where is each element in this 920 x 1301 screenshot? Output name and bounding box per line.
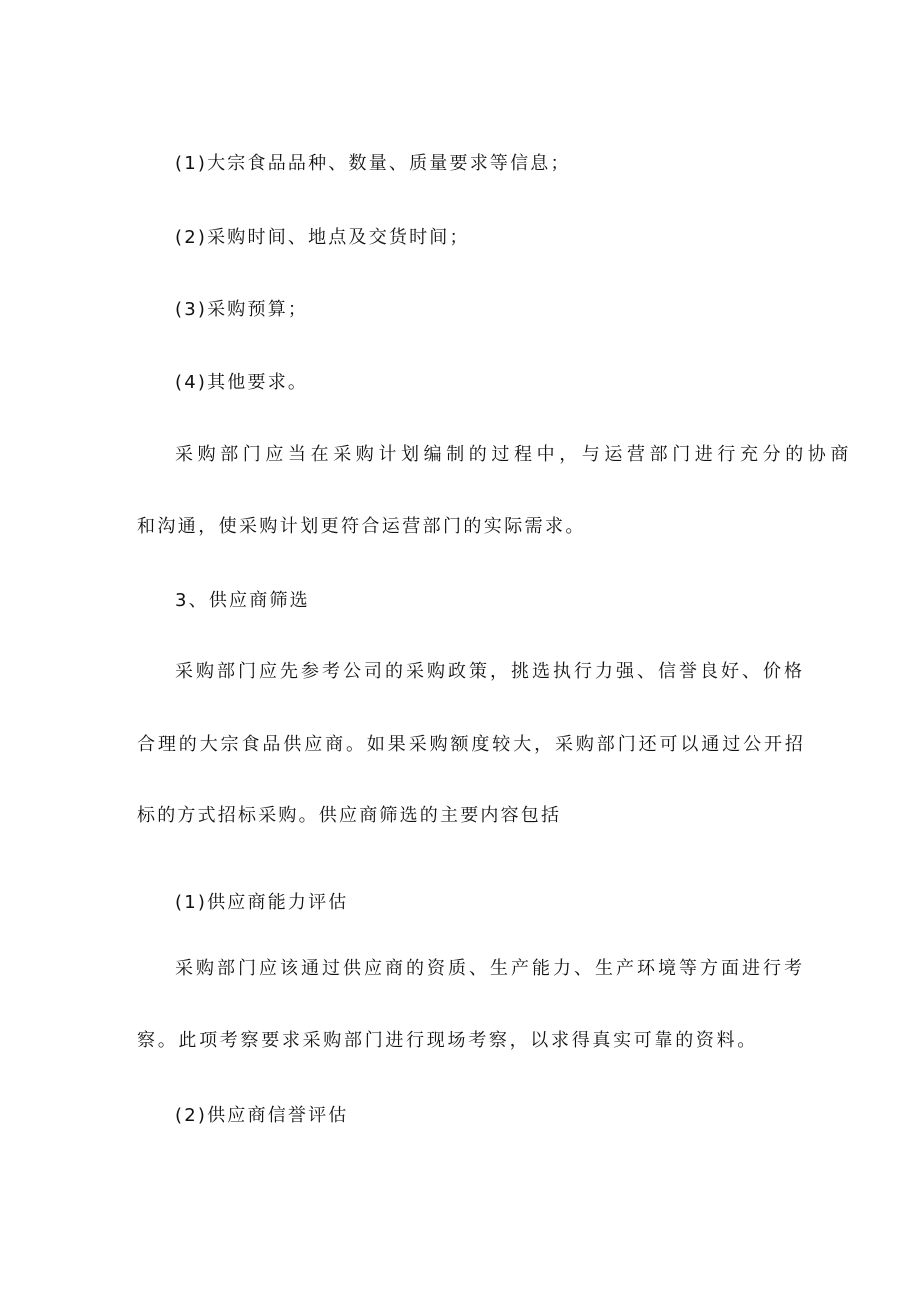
paragraph-line: 合理的大宗食品供应商。如果采购额度较大，采购部门还可以通过公开招 <box>137 734 806 755</box>
paragraph-line: 采购部门应当在采购计划编制的过程中，与运营部门进行充分的协商 <box>175 444 853 465</box>
list-item-requirements-info: (1)大宗食品品种、数量、质量要求等信息； <box>175 153 571 174</box>
section-heading-supplier-screening: 3、供应商筛选 <box>175 590 310 611</box>
paragraph-line: 采购部门应该通过供应商的资质、生产能力、生产环境等方面进行考 <box>175 958 805 979</box>
subheading-credibility-assessment: (2)供应商信誉评估 <box>175 1105 349 1126</box>
paragraph-line: 采购部门应先参考公司的采购政策，挑选执行力强、信誉良好、价格 <box>175 661 805 682</box>
list-item-time-place: (2)采购时间、地点及交货时间； <box>175 227 470 248</box>
list-item-budget: (3)采购预算； <box>175 299 309 320</box>
paragraph-line: 标的方式招标采购。供应商筛选的主要内容包括 <box>137 805 562 826</box>
list-item-other: (4)其他要求。 <box>175 372 309 393</box>
paragraph-line: 察。此项考察要求采购部门进行现场考察，以求得真实可靠的资料。 <box>137 1030 758 1051</box>
subheading-capability-assessment: (1)供应商能力评估 <box>175 892 349 913</box>
paragraph-line: 和沟通，使采购计划更符合运营部门的实际需求。 <box>137 516 586 537</box>
